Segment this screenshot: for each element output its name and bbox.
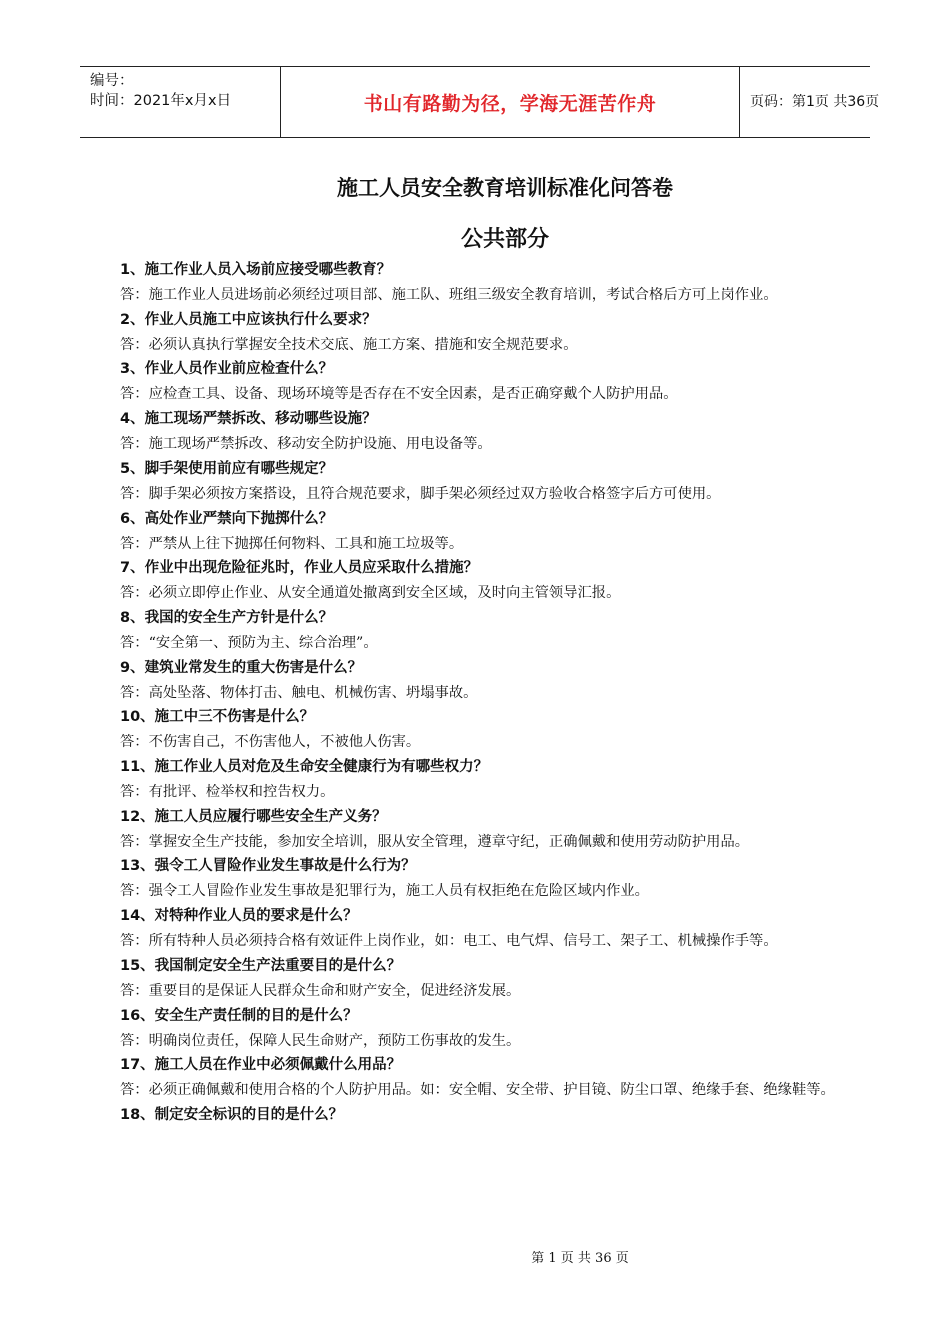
answer: 答：明确岗位责任，保障人民生命财产，预防工伤事故的发生。: [120, 1032, 521, 1049]
header-motto: 书山有路勤为径，学海无涯苦作舟: [363, 93, 657, 115]
question: 4、施工现场严禁拆改、移动哪些设施？: [120, 411, 377, 428]
question: 7、作业中出现危险征兆时，作业人员应采取什么措施？: [120, 560, 479, 577]
question: 5、脚手架使用前应有哪些规定？: [120, 460, 334, 477]
page-footer: 第 1 页 共 36 页: [531, 1251, 629, 1266]
page-title: 施工人员安全教育培训标准化问答卷: [337, 176, 673, 200]
answer: 答：施工现场严禁拆改、移动安全防护设施、用电设备等。: [120, 436, 492, 453]
answer: 答：“安全第一、预防为主、综合治理”。: [120, 634, 378, 651]
question: 8、我国的安全生产方针是什么？: [120, 609, 334, 626]
page-header: [80, 66, 880, 138]
question: 3、作业人员作业前应检查什么？: [120, 361, 334, 378]
question: 17、施工人员在作业中必须佩戴什么用品？: [120, 1057, 402, 1074]
section-title: 公共部分: [460, 227, 549, 252]
header-left: [90, 71, 280, 111]
question: 1、施工作业人员入场前应接受哪些教育？: [120, 262, 392, 278]
header-motto-cell: [280, 67, 740, 137]
answer: 答：应检查工具、设备、现场环境等是否存在不安全因素，是否正确穿戴个人防护用品。: [120, 386, 678, 403]
question: 13、强令工人冒险作业发生事故是什么行为？: [120, 858, 416, 875]
answer: 答：重要目的是保证人民群众生命和财产安全，促进经济发展。: [120, 982, 521, 999]
answer: 答：施工作业人员进场前必须经过项目部、施工队、班组三级安全教育培训，考试合格后方可上岗作业。: [120, 287, 778, 303]
question: 9、建筑业常发生的重大伤害是什么？: [120, 659, 363, 676]
document-number: 编号：: [90, 73, 134, 89]
answer: 答：必须立即停止作业、从安全通道处撤离到安全区域，及时向主管领导汇报。: [120, 585, 621, 602]
question: 6、高处作业严禁向下抛掷什么？: [120, 510, 334, 527]
question: 11、施工作业人员对危及生命安全健康行为有哪些权力？: [120, 759, 489, 776]
question: 16、安全生产责任制的目的是什么？: [120, 1007, 358, 1024]
answer: 答：必须正确佩戴和使用合格的个人防护用品。如：安全帽、安全带、护目镜、防尘口罩、绝缘手套、绝缘鞋等。: [120, 1082, 835, 1099]
answer: 答：有批评、检举权和控告权力。: [120, 784, 335, 801]
question: 18、制定安全标识的目的是什么？: [120, 1106, 344, 1123]
answer: 答：掌握安全生产技能，参加安全培训，服从安全管理，遵章守纪，正确佩戴和使用劳动防护用品。: [120, 833, 750, 850]
question: 14、对特种作业人员的要求是什么？: [120, 908, 358, 925]
question: 10、施工中三不伤害是什么？: [120, 709, 315, 726]
qa-list: [80, 258, 860, 1128]
answer: 答：脚手架必须按方案搭设，且符合规范要求，脚手架必须经过双方验收合格签字后方可使用。: [120, 485, 721, 502]
question: 12、施工人员应履行哪些安全生产义务？: [120, 808, 387, 825]
header-page-number: 页码：第1页 共36页: [750, 94, 880, 110]
question: 15、我国制定安全生产法重要目的是什么？: [120, 957, 402, 974]
question: 2、作业人员施工中应该执行什么要求？: [120, 311, 377, 328]
answer: 答：强令工人冒险作业发生事故是犯罪行为，施工人员有权拒绝在危险区域内作业。: [120, 883, 649, 900]
answer: 答：严禁从上往下抛掷任何物料、工具和施工垃圾等。: [120, 535, 464, 552]
answer: 答：必须认真执行掌握安全技术交底、施工方案、措施和安全规范要求。: [120, 336, 578, 353]
answer: 答：所有特种人员必须持合格有效证件上岗作业，如：电工、电气焊、信号工、架子工、机械操作手等。: [120, 933, 778, 950]
answer: 答：高处坠落、物体打击、触电、机械伤害、坍塌事故。: [120, 684, 478, 701]
document-date: 时间：2021年x月x日: [90, 93, 232, 109]
answer: 答：不伤害自己，不伤害他人，不被他人伤害。: [120, 734, 421, 751]
